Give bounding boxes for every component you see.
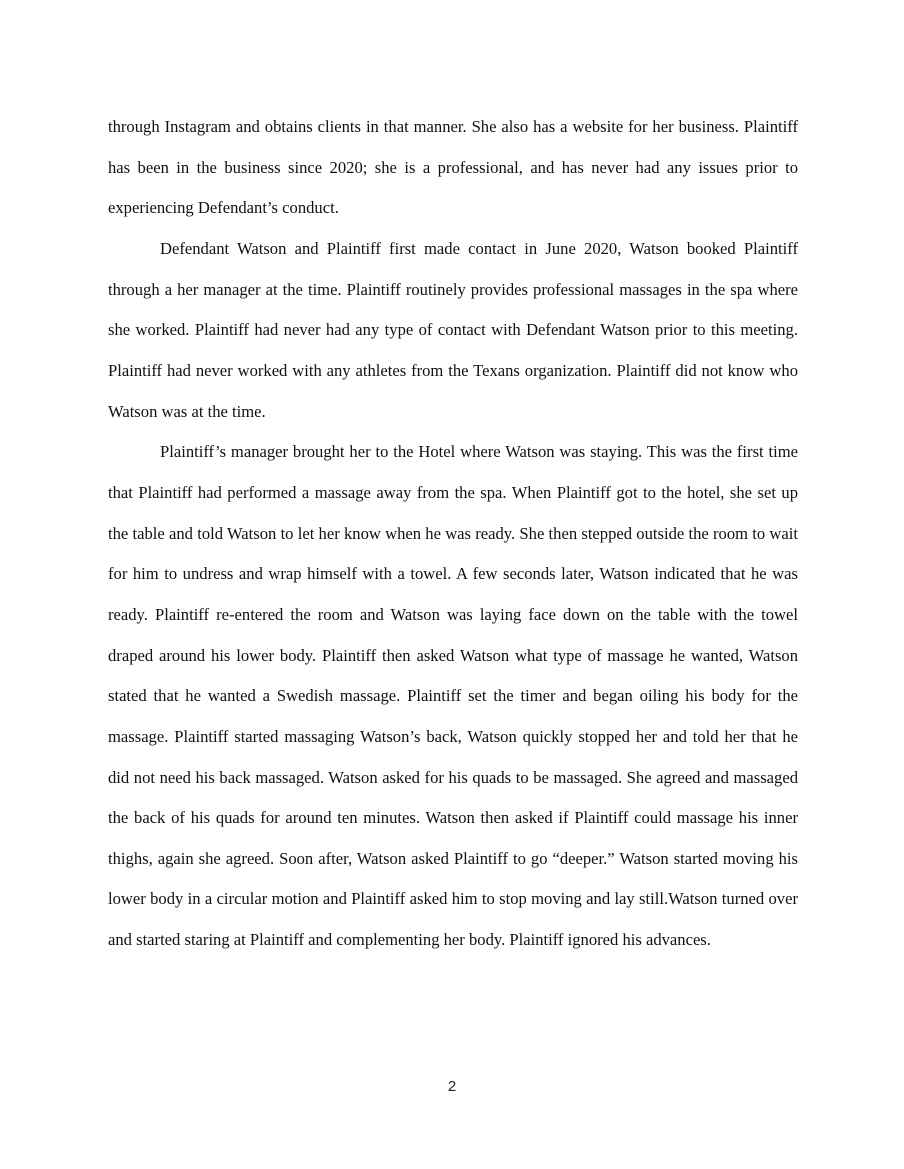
document-body (108, 107, 798, 961)
paragraph-continuation: through Instagram and obtains clients in that manner. She also has a website for her business. Plaintiff has been in the business since 2020; she is a professional, and has never had any issues prior to experiencing Defendant’s conduct. (108, 117, 798, 218)
paragraph-first-contact: Defendant Watson and Plaintiff first made contact in June 2020, Watson booked Plaintiff through a her manager at the time. Plaintiff routinely provides professional massages in the spa where she worked. Plaintiff had never had any type of contact with Defendant Watson prior to this meeting. Plaintiff had never worked with any athletes from the Texans organization. Plaintiff did not know who Watson was at the time. (108, 238, 798, 421)
paragraph-hotel-massage: Plaintiff’s manager brought her to the Hotel where Watson was staying. This was the first time that Plaintiff had performed a massage away from the spa. When Plaintiff got to the hotel, she set up the table and told Watson to let her know when he was ready. She then stepped outside the room to wait for him to undress and wrap himself with a towel. A few seconds later, Watson indicated that he was ready. Plaintiff re-entered the room and Watson was laying face down on the table with the towel draped around his lower body. Plaintiff then asked Watson what type of massage he wanted, Watson stated that he wanted a Swedish massage. Plaintiff set the timer and began oiling his body for the massage. Plaintiff started massaging Watson’s back, Watson quickly stopped her and told her that he did not need his back massaged. Watson asked for his quads to be massaged. She agreed and massaged the back of his quads for around ten minutes. Watson then asked if Plaintiff could massage his inner thighs, again she agreed. Soon after, Watson asked Plaintiff to go “deeper.” Watson started moving his lower body in a circular motion and Plaintiff asked him to stop moving and lay still.Watson turned over and started staring at Plaintiff and complementing her body. Plaintiff ignored his advances. (108, 442, 798, 950)
page-number: 2 (447, 1078, 457, 1095)
